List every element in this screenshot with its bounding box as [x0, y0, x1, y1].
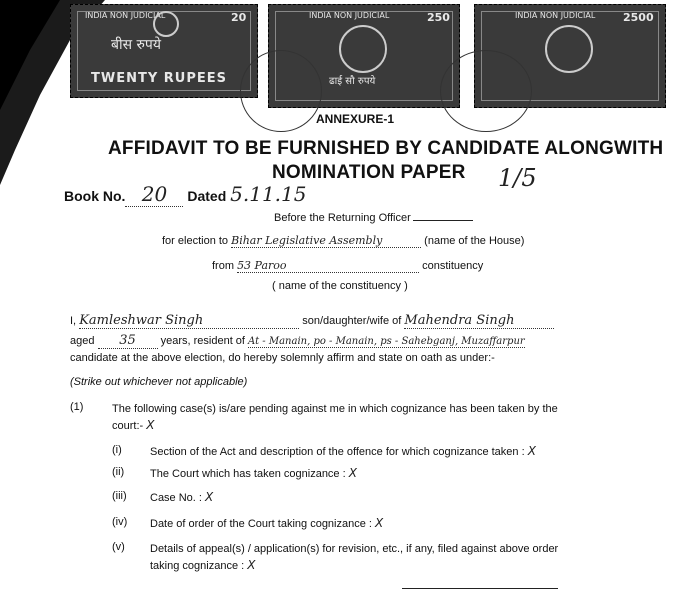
- emblem-icon: [339, 25, 387, 73]
- page-subtitle: NOMINATION PAPER: [272, 162, 466, 183]
- subitem-number: (iv): [112, 516, 128, 528]
- subitem-text: Details of appeal(s) / application(s) for revision, etc., if any, filed against above order: [150, 543, 559, 555]
- corner-mark: 1/5: [498, 164, 537, 192]
- election-prefix: for election to: [162, 235, 229, 247]
- rubber-seal: [440, 50, 532, 132]
- item-1-mark: X: [146, 418, 155, 432]
- subitem-number: (iii): [112, 490, 127, 502]
- constituency-name: 53 Paroo: [237, 259, 419, 273]
- book-number-row: [64, 182, 306, 207]
- emblem-icon: [153, 11, 179, 37]
- subitem-text-cont: [150, 558, 255, 572]
- i-label: I,: [70, 315, 77, 327]
- stamp-denomination: 20: [231, 11, 247, 24]
- subitem-text: [150, 444, 536, 458]
- item-1-text: The following case(s) is/are pending against me in which cognizance has been taken by the: [112, 403, 558, 415]
- subitem-label: Date of order of the Court taking cognizance :: [150, 518, 372, 530]
- subitem-mark: X: [205, 490, 214, 504]
- subitem-text: [150, 490, 213, 504]
- returning-officer: Before the Returning Officer: [274, 212, 411, 224]
- stamp-top-text: INDIA NON JUDICIAL: [515, 11, 596, 20]
- years-label: years, resident of: [160, 335, 245, 347]
- returning-officer-line: [274, 212, 473, 224]
- constituency-suffix: constituency: [422, 260, 484, 272]
- stamp-top-text: INDIA NON JUDICIAL: [85, 11, 166, 20]
- stamp-hindi-text: ढाई सौ रुपये: [329, 76, 376, 87]
- strike-note: (Strike out whichever not applicable): [70, 376, 248, 388]
- stamp-denomination: 2500: [623, 11, 654, 24]
- stamp-top-text: INDIA NON JUDICIAL: [309, 11, 390, 20]
- subitem-number: (i): [112, 444, 122, 456]
- stamp-hindi-text: बीस रुपये: [111, 37, 161, 53]
- signature-line: [402, 588, 558, 589]
- book-label: Book No.: [64, 188, 126, 204]
- subitem-mark: X: [527, 444, 536, 458]
- age-value: 35: [98, 333, 158, 349]
- constituency-prefix: from: [212, 260, 234, 272]
- item-1-text-b: court:-: [112, 420, 144, 432]
- item-1-text-cont: [112, 418, 154, 432]
- subitem-number: (v): [112, 541, 125, 553]
- dated-label: Dated: [187, 188, 227, 204]
- subitem-label: The Court which has taken cognizance :: [150, 468, 346, 480]
- subitem-label: taking cognizance :: [150, 560, 245, 572]
- declarant-line-1: [70, 313, 554, 329]
- election-suffix: (name of the House): [424, 235, 525, 247]
- page-title: AFFIDAVIT TO BE FURNISHED BY CANDIDATE ALONGWITH: [108, 138, 664, 159]
- aged-label: aged: [70, 335, 95, 347]
- rubber-seal: [240, 50, 322, 132]
- constituency-note: ( name of the constituency ): [272, 280, 408, 292]
- subitem-number: (ii): [112, 466, 125, 478]
- stamp-paper-20: [70, 4, 258, 98]
- subitem-label: Section of the Act and description of the offence for which cognizance taken :: [150, 446, 525, 458]
- subitem-label: Case No. :: [150, 492, 202, 504]
- book-number: 20: [125, 182, 183, 207]
- stamp-value-text: TWENTY RUPEES: [91, 71, 227, 86]
- subitem-text: [150, 466, 357, 480]
- stamp-denomination: 250: [427, 11, 450, 24]
- subitem-mark: X: [348, 466, 357, 480]
- book-date: 5.11.15: [230, 182, 307, 206]
- address-value: At - Manain, po - Manain, ps - Sahebganj, Muzaffarpur: [248, 336, 525, 347]
- relation-label: son/daughter/wife of: [302, 315, 402, 327]
- subitem-text: [150, 516, 383, 530]
- declarant-line-2: [70, 333, 525, 349]
- emblem-icon: [545, 25, 593, 73]
- declarant-name: Kamleshwar Singh: [79, 313, 299, 329]
- house-name: Bihar Legislative Assembly: [231, 234, 421, 248]
- item-1-number: (1): [70, 401, 84, 413]
- declarant-statement: candidate at the above election, do hereby solemnly affirm and state on oath as under:-: [70, 352, 495, 364]
- constituency-line: [212, 259, 483, 273]
- parent-name: Mahendra Singh: [404, 313, 554, 329]
- subitem-mark: X: [375, 516, 384, 530]
- annexure-label: ANNEXURE-1: [316, 112, 395, 126]
- election-line: [162, 234, 524, 248]
- subitem-mark: X: [247, 558, 256, 572]
